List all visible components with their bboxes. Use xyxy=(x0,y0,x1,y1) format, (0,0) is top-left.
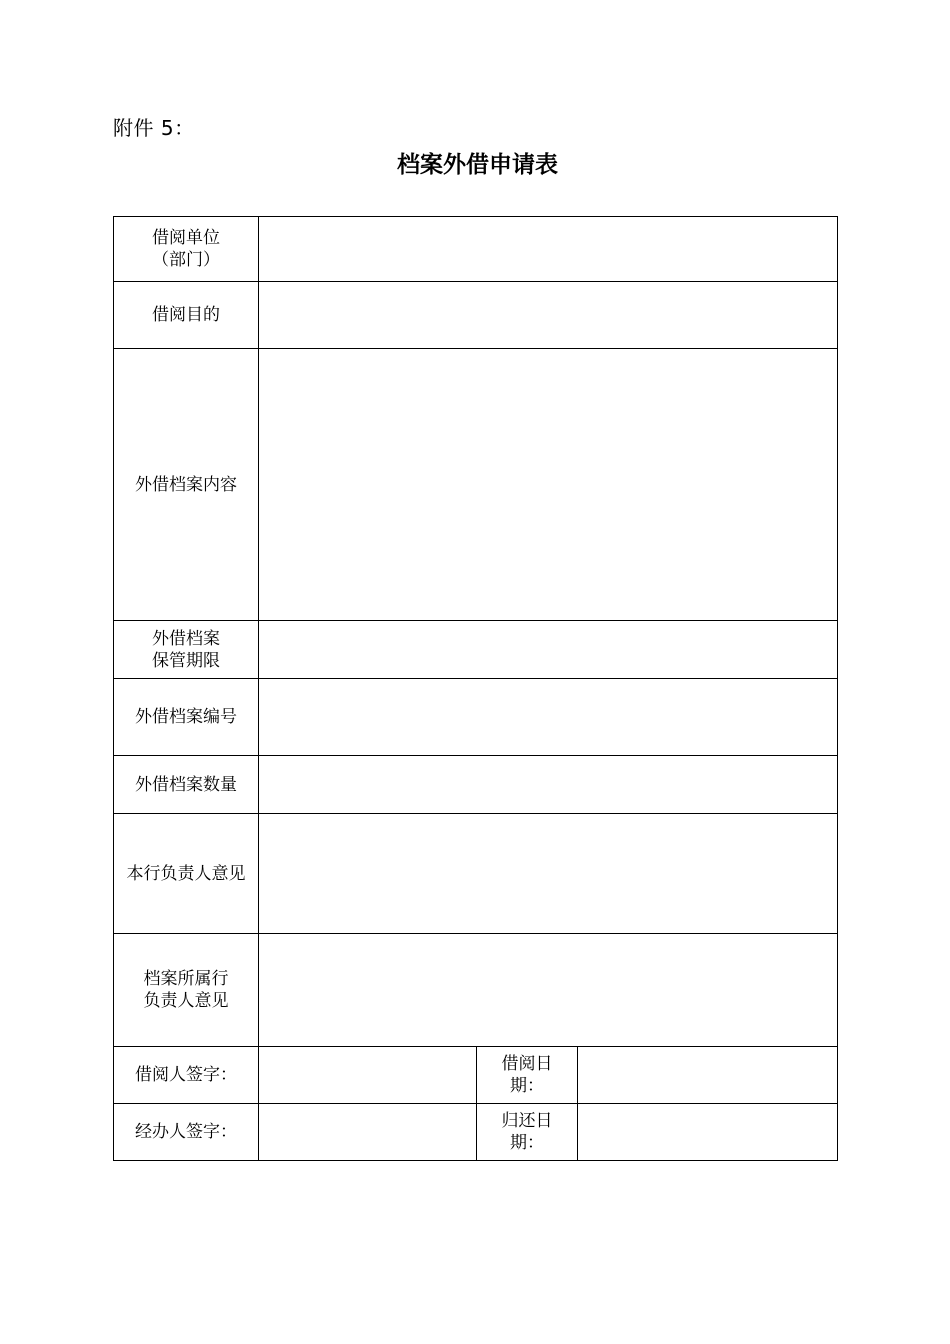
label-file-number: 外借档案编号 xyxy=(114,679,259,756)
label-retention-line1: 外借档案 xyxy=(152,628,220,649)
field-quantity[interactable] xyxy=(259,756,838,814)
row-branch-head-opinion xyxy=(114,814,838,934)
field-borrowing-unit[interactable] xyxy=(259,217,838,282)
attachment-label: 附件 5： xyxy=(113,116,195,140)
label-return-date-line2: 期： xyxy=(510,1133,544,1153)
field-branch-head-opinion[interactable] xyxy=(259,814,838,934)
label-borrowing-unit-line2: （部门） xyxy=(152,250,220,270)
label-return-date-line1: 归还日 xyxy=(501,1111,553,1131)
label-handler-signature: 经办人签字： xyxy=(114,1104,259,1161)
archive-loan-form xyxy=(113,216,838,1161)
field-purpose[interactable] xyxy=(259,282,838,349)
field-retention[interactable] xyxy=(259,621,838,679)
field-content[interactable] xyxy=(259,349,838,621)
row-file-number xyxy=(114,679,838,756)
row-owner-head-opinion xyxy=(114,934,838,1047)
row-quantity xyxy=(114,756,838,814)
label-borrower-signature: 借阅人签字： xyxy=(114,1047,259,1104)
label-return-date xyxy=(477,1104,578,1161)
label-borrow-date xyxy=(477,1047,578,1104)
label-owner-head-opinion xyxy=(114,934,259,1047)
label-owner-head-opinion-line2: 负责人意见 xyxy=(143,991,229,1011)
label-borrowing-unit xyxy=(114,217,259,282)
row-purpose xyxy=(114,282,838,349)
label-borrow-date-line2: 期： xyxy=(510,1076,544,1096)
row-retention xyxy=(114,621,838,679)
field-owner-head-opinion[interactable] xyxy=(259,934,838,1047)
field-file-number[interactable] xyxy=(259,679,838,756)
field-borrower-signature[interactable] xyxy=(259,1047,477,1104)
label-quantity: 外借档案数量 xyxy=(114,756,259,814)
label-purpose: 借阅目的 xyxy=(114,282,259,349)
form-title: 档案外借申请表 xyxy=(397,152,558,178)
row-borrower xyxy=(114,1047,838,1104)
row-borrowing-unit xyxy=(114,217,838,282)
label-borrowing-unit-line1: 借阅单位 xyxy=(152,228,220,248)
label-retention xyxy=(114,621,259,679)
label-branch-head-opinion: 本行负责人意见 xyxy=(114,814,259,934)
label-content: 外借档案内容 xyxy=(114,349,259,621)
field-borrow-date[interactable] xyxy=(578,1047,838,1104)
field-handler-signature[interactable] xyxy=(259,1104,477,1161)
label-borrow-date-line1: 借阅日 xyxy=(501,1054,553,1074)
label-retention-line2: 保管期限 xyxy=(152,650,220,671)
row-handler xyxy=(114,1104,838,1161)
field-return-date[interactable] xyxy=(578,1104,838,1161)
label-owner-head-opinion-line1: 档案所属行 xyxy=(143,969,229,989)
row-content xyxy=(114,349,838,621)
